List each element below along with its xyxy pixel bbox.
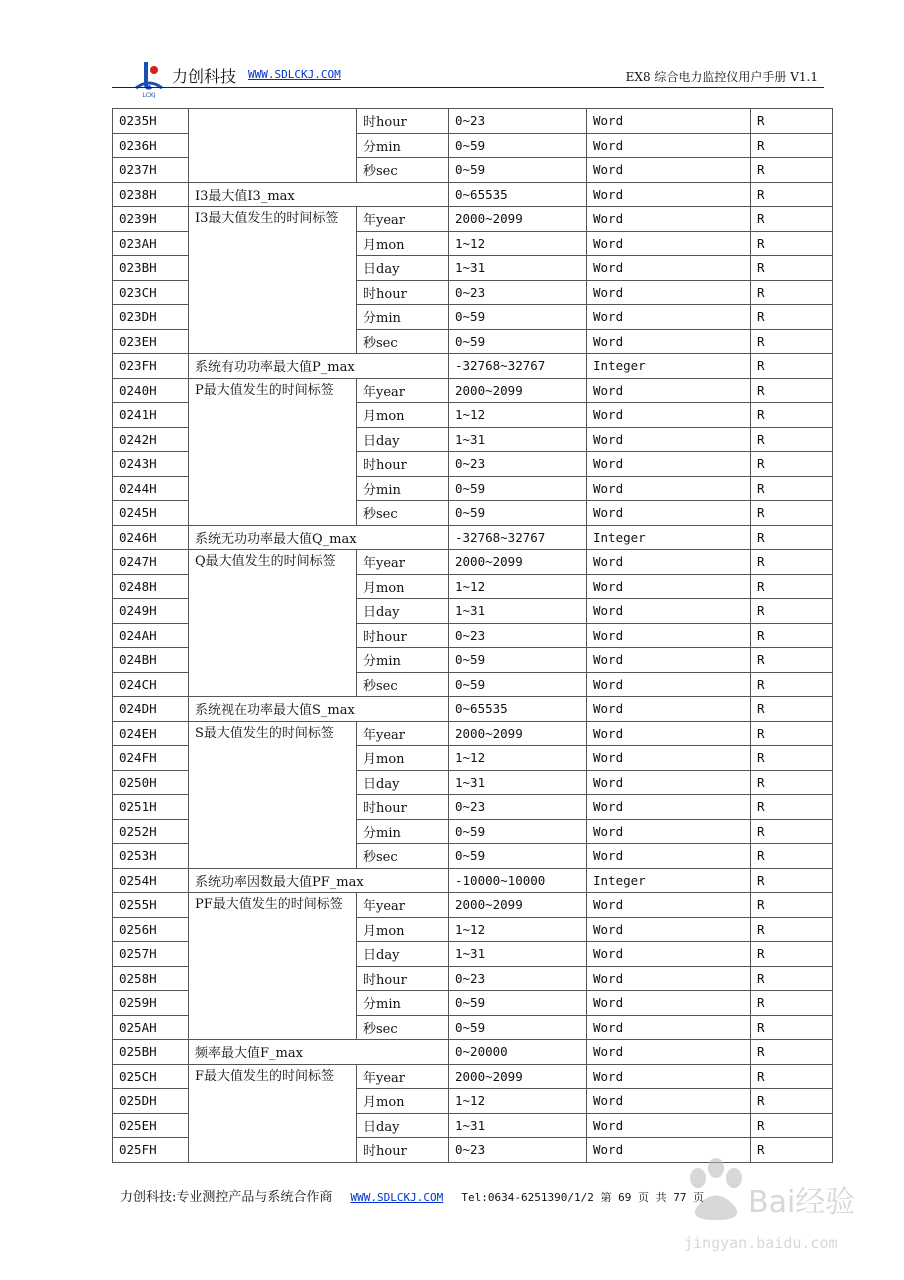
register-address: 023DH <box>113 305 189 330</box>
value-range: 0~59 <box>449 672 587 697</box>
access-rw: R <box>751 795 833 820</box>
register-address: 0246H <box>113 525 189 550</box>
register-address: 0252H <box>113 819 189 844</box>
value-range: 0~59 <box>449 329 587 354</box>
register-address: 0235H <box>113 109 189 134</box>
data-type: Word <box>587 942 751 967</box>
time-unit: 年year <box>357 893 449 918</box>
parameter-name: I3最大值I3_max <box>189 182 449 207</box>
table-row <box>113 378 833 403</box>
register-address: 0257H <box>113 942 189 967</box>
time-unit: 分min <box>357 991 449 1016</box>
register-address: 0256H <box>113 917 189 942</box>
value-range: 0~23 <box>449 280 587 305</box>
table-row <box>113 697 833 722</box>
access-rw: R <box>751 599 833 624</box>
value-range: 0~59 <box>449 133 587 158</box>
table-row <box>113 354 833 379</box>
baidu-watermark-icon <box>676 1148 856 1258</box>
time-unit: 时hour <box>357 280 449 305</box>
table-row <box>113 207 833 232</box>
timestamp-group-label: PF最大值发生的时间标签 <box>189 893 357 1040</box>
register-address: 0254H <box>113 868 189 893</box>
register-address: 0241H <box>113 403 189 428</box>
register-address: 025CH <box>113 1064 189 1089</box>
time-unit: 时hour <box>357 795 449 820</box>
svg-text:jingyan.baidu.com: jingyan.baidu.com <box>684 1234 838 1252</box>
register-address: 0238H <box>113 182 189 207</box>
time-unit: 时hour <box>357 452 449 477</box>
access-rw: R <box>751 403 833 428</box>
time-unit: 日day <box>357 427 449 452</box>
access-rw: R <box>751 182 833 207</box>
access-rw: R <box>751 1138 833 1163</box>
time-unit: 年year <box>357 550 449 575</box>
data-type: Word <box>587 329 751 354</box>
access-rw: R <box>751 501 833 526</box>
data-type: Word <box>587 476 751 501</box>
value-range: 0~59 <box>449 305 587 330</box>
svg-text:LCKJ: LCKJ <box>142 92 156 98</box>
value-range: -32768~32767 <box>449 354 587 379</box>
data-type: Word <box>587 158 751 183</box>
value-range: 0~23 <box>449 1138 587 1163</box>
data-type: Word <box>587 1113 751 1138</box>
data-type: Word <box>587 770 751 795</box>
data-type: Word <box>587 378 751 403</box>
table-row <box>113 721 833 746</box>
value-range: 0~59 <box>449 476 587 501</box>
register-address: 024DH <box>113 697 189 722</box>
table-row <box>113 550 833 575</box>
access-rw: R <box>751 623 833 648</box>
value-range: 1~12 <box>449 574 587 599</box>
register-address: 0244H <box>113 476 189 501</box>
access-rw: R <box>751 525 833 550</box>
time-unit: 年year <box>357 207 449 232</box>
page-footer <box>120 1186 704 1205</box>
data-type: Word <box>587 648 751 673</box>
time-unit: 秒sec <box>357 1015 449 1040</box>
data-type: Word <box>587 893 751 918</box>
parameter-name: 系统视在功率最大值S_max <box>189 697 449 722</box>
time-unit: 月mon <box>357 1089 449 1114</box>
access-rw: R <box>751 329 833 354</box>
register-address: 0245H <box>113 501 189 526</box>
time-unit: 时hour <box>357 109 449 134</box>
access-rw: R <box>751 770 833 795</box>
time-unit: 分min <box>357 648 449 673</box>
data-type: Word <box>587 623 751 648</box>
register-address: 024EH <box>113 721 189 746</box>
access-rw: R <box>751 893 833 918</box>
time-unit: 年year <box>357 378 449 403</box>
register-address: 023CH <box>113 280 189 305</box>
data-type: Word <box>587 133 751 158</box>
time-unit: 秒sec <box>357 501 449 526</box>
value-range: -10000~10000 <box>449 868 587 893</box>
table-row <box>113 182 833 207</box>
table-row <box>113 868 833 893</box>
data-type: Word <box>587 991 751 1016</box>
time-unit: 月mon <box>357 574 449 599</box>
data-type: Integer <box>587 868 751 893</box>
parameter-name: 系统无功功率最大值Q_max <box>189 525 449 550</box>
time-unit: 年year <box>357 1064 449 1089</box>
access-rw: R <box>751 231 833 256</box>
data-type: Word <box>587 795 751 820</box>
value-range: 1~31 <box>449 1113 587 1138</box>
register-address: 0259H <box>113 991 189 1016</box>
time-unit: 日day <box>357 256 449 281</box>
access-rw: R <box>751 1064 833 1089</box>
data-type: Word <box>587 599 751 624</box>
value-range: 0~65535 <box>449 697 587 722</box>
data-type: Word <box>587 501 751 526</box>
time-unit: 秒sec <box>357 844 449 869</box>
data-type: Word <box>587 1138 751 1163</box>
data-type: Word <box>587 280 751 305</box>
value-range: 2000~2099 <box>449 378 587 403</box>
access-rw: R <box>751 109 833 134</box>
access-rw: R <box>751 427 833 452</box>
access-rw: R <box>751 1015 833 1040</box>
parameter-name: 系统功率因数最大值PF_max <box>189 868 449 893</box>
value-range: 0~59 <box>449 1015 587 1040</box>
time-unit: 分min <box>357 305 449 330</box>
time-unit: 时hour <box>357 1138 449 1163</box>
time-unit: 日day <box>357 770 449 795</box>
timestamp-group-label: I3最大值发生的时间标签 <box>189 207 357 354</box>
register-address: 0248H <box>113 574 189 599</box>
table-row <box>113 109 833 134</box>
value-range: 0~59 <box>449 501 587 526</box>
register-table <box>112 108 833 1163</box>
register-address: 0249H <box>113 599 189 624</box>
access-rw: R <box>751 476 833 501</box>
time-unit: 日day <box>357 942 449 967</box>
data-type: Integer <box>587 525 751 550</box>
access-rw: R <box>751 305 833 330</box>
access-rw: R <box>751 819 833 844</box>
register-address: 024AH <box>113 623 189 648</box>
data-type: Integer <box>587 354 751 379</box>
value-range: 1~12 <box>449 403 587 428</box>
value-range: 0~23 <box>449 452 587 477</box>
register-address: 0242H <box>113 427 189 452</box>
timestamp-group-label: F最大值发生的时间标签 <box>189 1064 357 1162</box>
access-rw: R <box>751 1040 833 1065</box>
value-range: 1~12 <box>449 1089 587 1114</box>
access-rw: R <box>751 1089 833 1114</box>
timestamp-group-label: Q最大值发生的时间标签 <box>189 550 357 697</box>
value-range: 1~31 <box>449 599 587 624</box>
value-range: 0~23 <box>449 109 587 134</box>
register-address: 0253H <box>113 844 189 869</box>
data-type: Word <box>587 721 751 746</box>
time-unit: 日day <box>357 1113 449 1138</box>
register-address: 024FH <box>113 746 189 771</box>
register-address: 0237H <box>113 158 189 183</box>
access-rw: R <box>751 917 833 942</box>
time-unit: 月mon <box>357 231 449 256</box>
access-rw: R <box>751 868 833 893</box>
register-address: 0247H <box>113 550 189 575</box>
time-unit: 分min <box>357 476 449 501</box>
value-range: 2000~2099 <box>449 1064 587 1089</box>
access-rw: R <box>751 354 833 379</box>
table-row <box>113 893 833 918</box>
access-rw: R <box>751 1113 833 1138</box>
time-unit: 时hour <box>357 623 449 648</box>
data-type: Word <box>587 697 751 722</box>
value-range: 0~23 <box>449 966 587 991</box>
value-range: 0~59 <box>449 991 587 1016</box>
register-address: 023FH <box>113 354 189 379</box>
data-type: Word <box>587 182 751 207</box>
register-address: 025DH <box>113 1089 189 1114</box>
value-range: 1~31 <box>449 942 587 967</box>
time-unit: 月mon <box>357 403 449 428</box>
register-address: 0243H <box>113 452 189 477</box>
parameter-name: 系统有功功率最大值P_max <box>189 354 449 379</box>
data-type: Word <box>587 403 751 428</box>
access-rw: R <box>751 550 833 575</box>
value-range: 2000~2099 <box>449 721 587 746</box>
value-range: 2000~2099 <box>449 550 587 575</box>
data-type: Word <box>587 452 751 477</box>
table-row <box>113 525 833 550</box>
value-range: 1~12 <box>449 746 587 771</box>
register-address: 0258H <box>113 966 189 991</box>
value-range: 1~31 <box>449 427 587 452</box>
value-range: 1~31 <box>449 770 587 795</box>
access-rw: R <box>751 574 833 599</box>
register-address: 025AH <box>113 1015 189 1040</box>
footer-slogan: 力创科技:专业测控产品与系统合作商 <box>120 1190 333 1205</box>
register-address: 023AH <box>113 231 189 256</box>
value-range: -32768~32767 <box>449 525 587 550</box>
access-rw: R <box>751 648 833 673</box>
data-type: Word <box>587 256 751 281</box>
table-row <box>113 1064 833 1089</box>
register-address: 0239H <box>113 207 189 232</box>
register-address: 0236H <box>113 133 189 158</box>
register-address: 024BH <box>113 648 189 673</box>
timestamp-group-label: S最大值发生的时间标签 <box>189 721 357 868</box>
value-range: 0~23 <box>449 623 587 648</box>
time-unit: 日day <box>357 599 449 624</box>
register-address: 0250H <box>113 770 189 795</box>
lckj-logo-icon <box>132 58 166 98</box>
access-rw: R <box>751 378 833 403</box>
data-type: Word <box>587 1064 751 1089</box>
value-range: 0~65535 <box>449 182 587 207</box>
value-range: 1~12 <box>449 917 587 942</box>
value-range: 1~31 <box>449 256 587 281</box>
access-rw: R <box>751 133 833 158</box>
time-unit: 分min <box>357 819 449 844</box>
value-range: 2000~2099 <box>449 893 587 918</box>
access-rw: R <box>751 844 833 869</box>
value-range: 2000~2099 <box>449 207 587 232</box>
data-type: Word <box>587 574 751 599</box>
data-type: Word <box>587 109 751 134</box>
value-range: 0~59 <box>449 158 587 183</box>
data-type: Word <box>587 966 751 991</box>
access-rw: R <box>751 746 833 771</box>
data-type: Word <box>587 305 751 330</box>
access-rw: R <box>751 452 833 477</box>
register-address: 025EH <box>113 1113 189 1138</box>
time-unit: 分min <box>357 133 449 158</box>
access-rw: R <box>751 721 833 746</box>
register-address: 0251H <box>113 795 189 820</box>
company-name: 力创科技 <box>172 67 237 86</box>
footer-contact-page: Tel:0634-6251390/1/2 第 69 页 共 77 页 <box>461 1191 705 1204</box>
access-rw: R <box>751 991 833 1016</box>
value-range: 0~59 <box>449 844 587 869</box>
data-type: Word <box>587 1040 751 1065</box>
time-unit: 月mon <box>357 746 449 771</box>
data-type: Word <box>587 427 751 452</box>
access-rw: R <box>751 697 833 722</box>
access-rw: R <box>751 256 833 281</box>
document-title: EX8 综合电力监控仪用户手册 V1.1 <box>625 70 818 84</box>
time-unit: 秒sec <box>357 329 449 354</box>
data-type: Word <box>587 1015 751 1040</box>
timestamp-group-label: P最大值发生的时间标签 <box>189 378 357 525</box>
register-address: 025BH <box>113 1040 189 1065</box>
register-address: 023EH <box>113 329 189 354</box>
svg-text:Bai经验: Bai经验 <box>748 1185 856 1220</box>
register-address: 0255H <box>113 893 189 918</box>
time-unit: 秒sec <box>357 672 449 697</box>
data-type: Word <box>587 672 751 697</box>
table-row <box>113 1040 833 1065</box>
time-unit: 月mon <box>357 917 449 942</box>
header-rule <box>112 87 824 88</box>
register-address: 024CH <box>113 672 189 697</box>
access-rw: R <box>751 672 833 697</box>
access-rw: R <box>751 207 833 232</box>
value-range: 0~20000 <box>449 1040 587 1065</box>
page-header <box>112 56 824 98</box>
data-type: Word <box>587 844 751 869</box>
data-type: Word <box>587 819 751 844</box>
register-address: 023BH <box>113 256 189 281</box>
time-unit: 秒sec <box>357 158 449 183</box>
data-type: Word <box>587 1089 751 1114</box>
value-range: 0~59 <box>449 648 587 673</box>
time-unit: 年year <box>357 721 449 746</box>
access-rw: R <box>751 966 833 991</box>
register-address: 025FH <box>113 1138 189 1163</box>
data-type: Word <box>587 746 751 771</box>
access-rw: R <box>751 158 833 183</box>
timestamp-group-label <box>189 109 357 183</box>
footer-website-link[interactable]: WWW.SDLCKJ.COM <box>350 1191 444 1204</box>
value-range: 0~23 <box>449 795 587 820</box>
time-unit: 时hour <box>357 966 449 991</box>
website-link[interactable]: WWW.SDLCKJ.COM <box>248 68 341 81</box>
data-type: Word <box>587 231 751 256</box>
value-range: 0~59 <box>449 819 587 844</box>
access-rw: R <box>751 942 833 967</box>
value-range: 1~12 <box>449 231 587 256</box>
parameter-name: 频率最大值F_max <box>189 1040 449 1065</box>
register-address: 0240H <box>113 378 189 403</box>
access-rw: R <box>751 280 833 305</box>
data-type: Word <box>587 207 751 232</box>
data-type: Word <box>587 917 751 942</box>
data-type: Word <box>587 550 751 575</box>
